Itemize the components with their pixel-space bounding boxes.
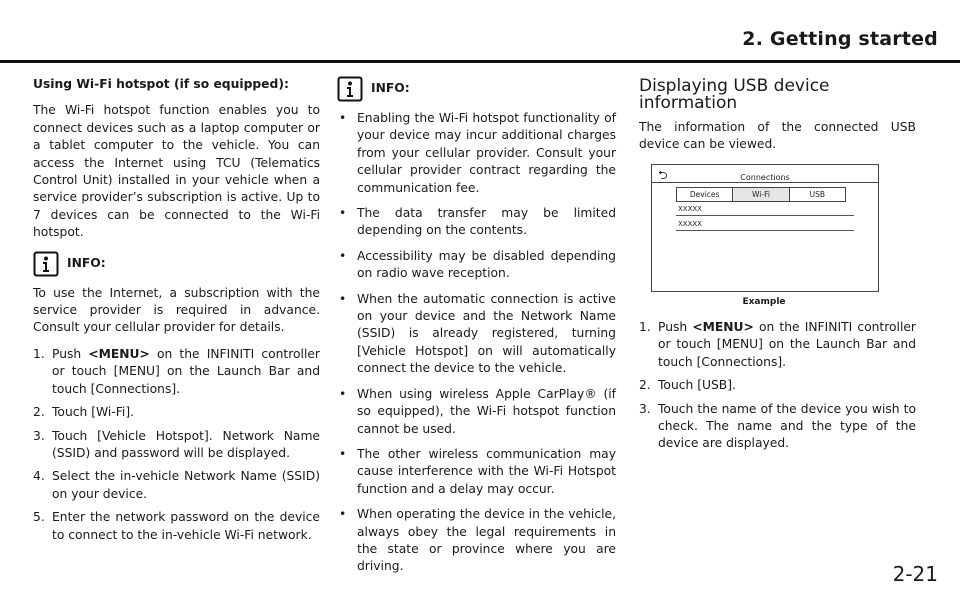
info-icon	[33, 251, 59, 277]
info-label: INFO:	[371, 81, 410, 96]
usb-steps-list	[639, 319, 916, 453]
info-bullet-list	[337, 110, 616, 576]
wifi-hotspot-intro: The Wi-Fi hotspot function enables you to connect devices such as a laptop computer or a tablet computer to the vehicle. You can access the Internet using TCU (Telematics Control Unit) installed in your vehicle when a service provider’s subscription is active. Up to 7 devices can be connected to the Wi-Fi hotspot.	[33, 103, 320, 240]
back-arrow-icon: ⮌	[658, 167, 668, 182]
info-text: To use the Internet, a subscription with the service provider is required in advance. Consult your cellular provider for details.	[33, 285, 320, 335]
usb-intro: The information of the connected USB device can be viewed.	[639, 119, 916, 152]
usb-section-title: Displaying USB device information	[639, 76, 830, 114]
list-item: • When using wireless Apple CarPlay® (if so equipped), the Wi-Fi hotspot function cannot be used.	[339, 386, 616, 436]
device-row: XXXXX	[676, 218, 854, 231]
info-heading	[33, 251, 320, 277]
list-item: 3. Touch [Vehicle Hotspot]. Network Name (SSID) and password will be displayed.	[33, 428, 320, 460]
figure-caption: Example	[742, 296, 786, 307]
right-column	[639, 78, 916, 459]
page-header-title: 2. Getting started	[742, 28, 938, 50]
wifi-hotspot-subtitle: Using Wi-Fi hotspot (if so equipped):	[33, 77, 289, 91]
tab-wifi: Wi-Fi	[733, 188, 789, 201]
list-item: 1. Push <MENU> on the INFINITI controller or touch [MENU] on the Launch Bar and touch [Connections].	[33, 346, 320, 396]
list-item: • The other wireless communication may cause interference with the Wi-Fi Hotspot function and a delay may occur.	[339, 446, 616, 496]
list-item: • When the automatic connection is active on your device and the Network Name (SSID) is already registered, turning [Vehicle Hotspot] on will automatically connect the device to the vehicle.	[339, 291, 616, 376]
connections-screen-illustration	[651, 164, 879, 292]
left-column	[33, 76, 320, 550]
info-label: INFO:	[67, 255, 106, 270]
info-icon	[337, 76, 363, 102]
list-item: 3. Touch the name of the device you wish to check. The name and the type of the device are displayed.	[639, 401, 916, 451]
tab-devices: Devices	[677, 188, 733, 201]
tab-usb: USB	[809, 189, 826, 199]
page-number: 2-21	[892, 562, 938, 586]
middle-column	[337, 76, 616, 584]
list-item: • When operating the device in the vehicle, always obey the legal requirements in the state or province where you are driving.	[339, 507, 616, 574]
list-item: 2. Touch [Wi-Fi].	[33, 405, 135, 420]
list-item: 5. Enter the network password on the device to connect to the in-vehicle Wi-Fi network.	[33, 510, 320, 542]
info-heading	[337, 76, 616, 102]
screen-tabs	[676, 187, 846, 202]
list-item: • Accessibility may be disabled depending on radio wave reception.	[339, 248, 616, 281]
device-row: XXXXX	[676, 203, 854, 216]
header-divider	[0, 60, 960, 63]
screen-divider	[652, 182, 878, 183]
list-item: 2. Touch [USB].	[639, 378, 736, 393]
list-item: • The data transfer may be limited depending on the contents.	[339, 206, 616, 238]
wifi-steps-list	[33, 346, 320, 544]
list-item: 4. Select the in-vehicle Network Name (SSID) on your device.	[33, 469, 320, 501]
screen-title: Connections	[740, 172, 790, 182]
list-item: • Enabling the Wi-Fi hotspot functionality of your device may incur additional charges from your cellular provider. Consult your cellular provider contract regarding the communication fee.	[339, 111, 616, 195]
list-item: 1. Push <MENU> on the INFINITI controller or touch [MENU] on the Launch Bar and touch [Connections].	[639, 320, 916, 369]
